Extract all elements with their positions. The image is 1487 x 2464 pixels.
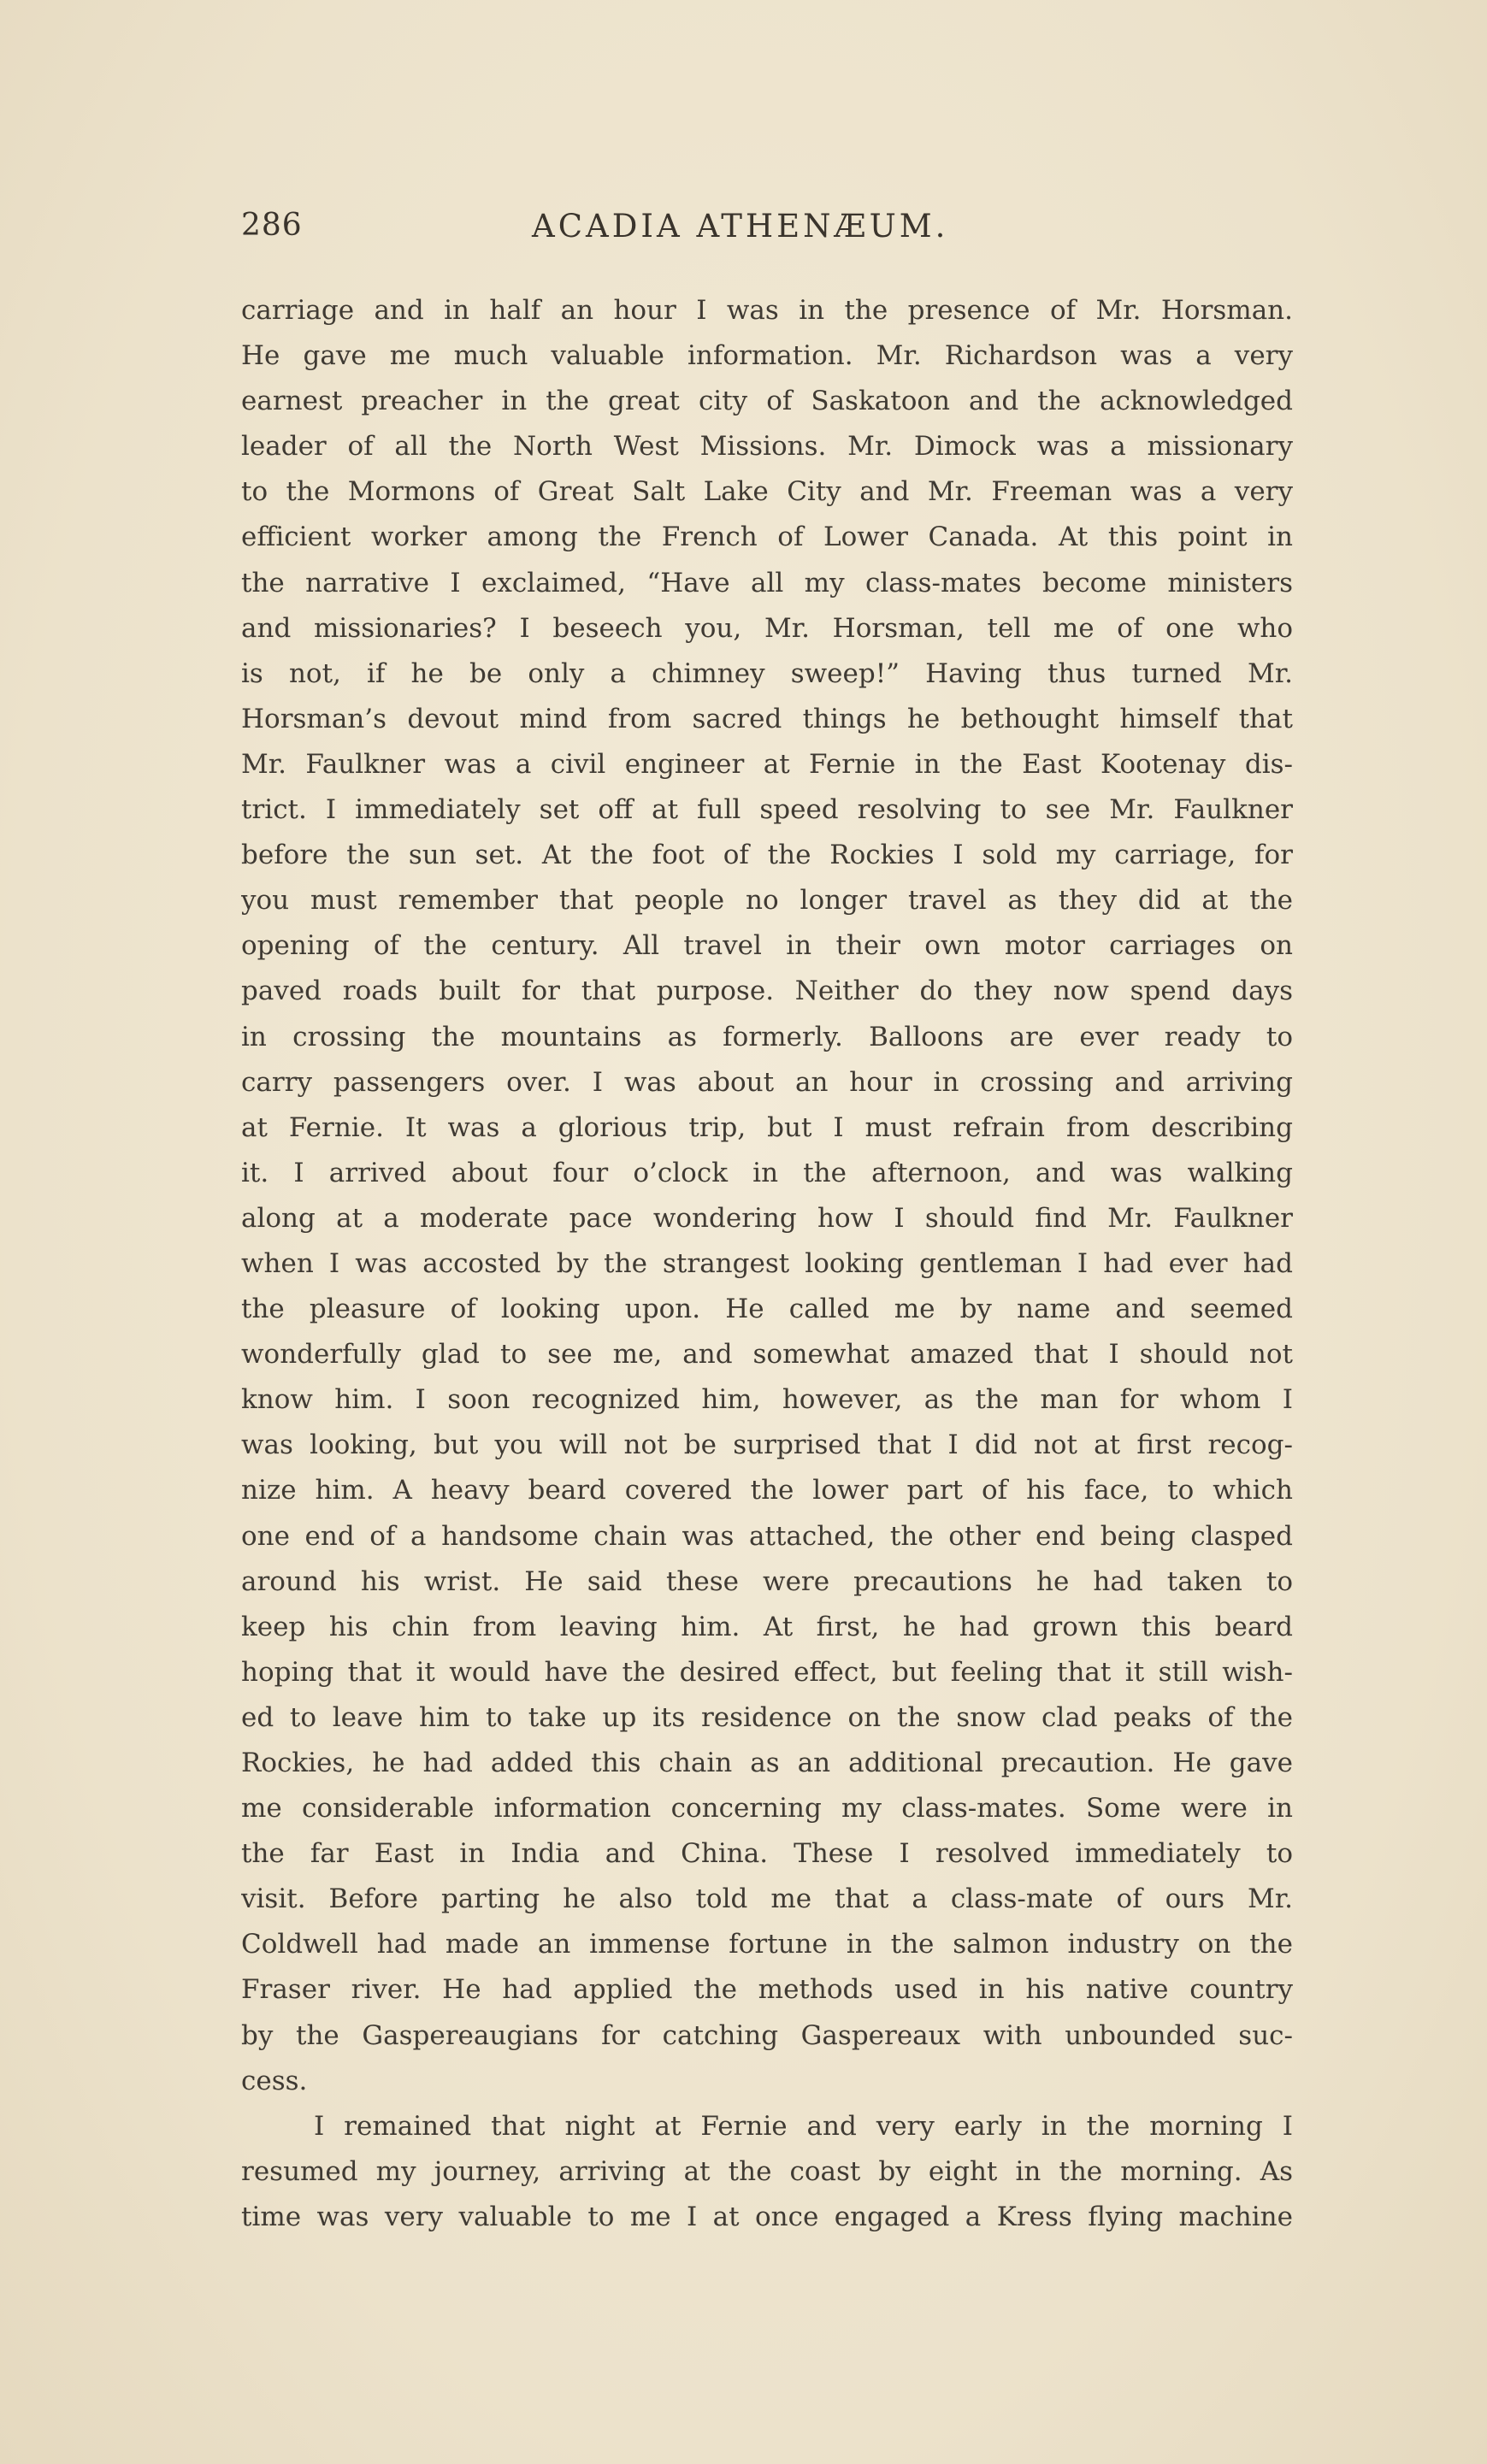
text-line: hoping that it would have the desired effect, but feeling that it still wish- [241, 1656, 1293, 1688]
text-line: it. I arrived about four o’clock in the afternoon, and was walking [241, 1157, 1293, 1188]
text-line: by the Gaspereaugians for catching Gaspereaux with unbounded suc- [241, 2019, 1293, 2051]
text-line: the pleasure of looking upon. He called me by name and seemed [241, 1294, 1293, 1325]
text-line: the narrative I exclaimed, “Have all my class-mates become ministers [241, 567, 1293, 598]
text-line: opening of the century. All travel in their own motor carriages on [241, 930, 1293, 962]
text-line: when I was accosted by the strangest looking gentleman I had ever had [241, 1247, 1293, 1279]
text-line: Horsman’s devout mind from sacred things he bethought himself that [241, 703, 1293, 734]
text-line: Coldwell had made an immense fortune in the salmon industry on the [241, 1929, 1293, 1960]
page-header [241, 208, 1293, 251]
text-line: wonderfully glad to see me, and somewhat amazed that I should not [241, 1339, 1293, 1371]
text-line: and missionaries? I beseech you, Mr. Horsman, tell me of one who [241, 612, 1293, 644]
text-line: is not, if he be only a chimney sweep!” Having thus turned Mr. [241, 657, 1293, 689]
text-line: Mr. Faulkner was a civil engineer at Fernie in the East Kootenay dis- [241, 748, 1293, 780]
text-line: resumed my journey, arriving at the coast by eight in the morning. As [241, 2155, 1293, 2187]
text-line: carry passengers over. I was about an hour in crossing and arriving [241, 1066, 1293, 1098]
text-line: earnest preacher in the great city of Saskatoon and the acknowledged [241, 386, 1293, 417]
text-line: cess. [241, 2065, 308, 2096]
text-line: before the sun set. At the foot of the Rockies I sold my carriage, for [241, 840, 1293, 871]
text-line: time was very valuable to me I at once engaged a Kress flying machine [241, 2201, 1293, 2232]
running-head: ACADIA ATHENÆUM. [532, 208, 949, 245]
text-line: He gave me much valuable information. Mr. Richardson was a very [241, 340, 1293, 372]
text-line: paved roads built for that purpose. Neither do they now spend days [241, 976, 1293, 1007]
text-line: was looking, but you will not be surprised that I did not at first recog- [241, 1429, 1293, 1461]
text-line: you must remember that people no longer travel as they did at the [241, 885, 1293, 917]
text-line: I remained that night at Fernie and very early in the morning I [314, 2110, 1293, 2142]
text-line: keep his chin from leaving him. At first, he had grown this beard [241, 1611, 1293, 1642]
text-line: carriage and in half an hour I was in the presence of Mr. Horsman. [241, 295, 1293, 326]
text-line: to the Mormons of Great Salt Lake City and Mr. Freeman was a very [241, 476, 1293, 508]
body-text [241, 288, 1293, 2240]
text-line: visit. Before parting he also told me that a class-mate of ours Mr. [241, 1883, 1293, 1915]
text-line: Fraser river. He had applied the methods used in his native country [241, 1974, 1293, 2006]
page-number: 286 [241, 208, 303, 243]
text-line: efficient worker among the French of Lower Canada. At this point in [241, 522, 1293, 553]
text-line: one end of a handsome chain was attached, the other end being clasped [241, 1520, 1293, 1552]
text-line: the far East in India and China. These I resolved immediately to [241, 1838, 1293, 1870]
text-line: Rockies, he had added this chain as an additional precaution. He gave [241, 1748, 1293, 1778]
text-line: nize him. A heavy beard covered the lower part of his face, to which [241, 1475, 1293, 1506]
text-line: leader of all the North West Missions. Mr. Dimock was a missionary [241, 431, 1293, 463]
text-line: in crossing the mountains as formerly. Balloons are ever ready to [241, 1021, 1293, 1052]
text-line: along at a moderate pace wondering how I should find Mr. Faulkner [241, 1202, 1293, 1234]
text-line: around his wrist. He said these were precautions he had taken to [241, 1565, 1293, 1597]
text-line: trict. I immediately set off at full speed resolving to see Mr. Faulkner [241, 794, 1293, 826]
text-line: me considerable information concerning my class-mates. Some were in [241, 1793, 1293, 1824]
text-line: ed to leave him to take up its residence on the snow clad peaks of the [241, 1701, 1293, 1733]
text-line: at Fernie. It was a glorious trip, but I must refrain from describing [241, 1111, 1293, 1143]
text-line: know him. I soon recognized him, however, as the man for whom I [241, 1384, 1293, 1416]
